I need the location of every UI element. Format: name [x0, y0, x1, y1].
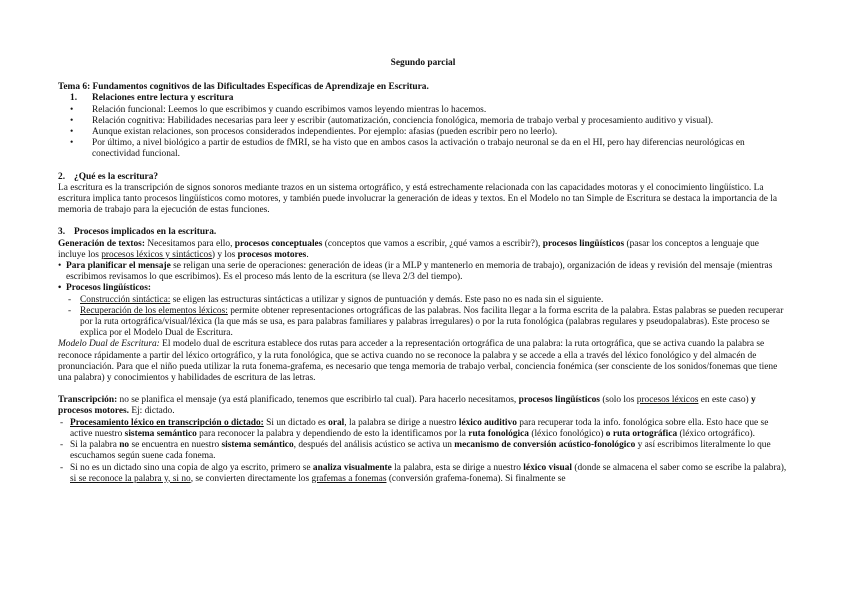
section-3-number: 3. — [58, 227, 66, 238]
lexical-dictation-item: - Procesamiento léxico en transcripción o dictado: Si un dictado es oral, la palabra se dirige a nuestro léxico auditivo para recuperar toda la info. fonológica sobre ella. Esto hace que se active nuestro sistema semántico para reconocer la palabra y dependiendo de esto la identificamos por la ruta fonológica (léxico fonológico) o ruta ortográfica (léxico ortográfico). — [58, 418, 788, 440]
section-1-heading — [58, 93, 788, 104]
list-item: • Aunque existan relaciones, son procesos considerados independientes. Por ejemplo: afasias (pueden escribir pero no leerlo). — [58, 127, 788, 138]
section-2-paragraph: La escritura es la transcripción de signos sonoros mediante trazos en un sistema ortográfico, y está estrechamente relacionada con las capacidades motoras y el conocimiento lingüístico. La escritura implica tanto procesos lingüísticos como motores, y también puede involucrar la generación de ideas y textos. En el Modelo no tan Simple de Escritura se destaca la importancia de la memoria de trabajo para la ejecución de estas funciones. — [58, 182, 778, 216]
section-1-number: 1. — [70, 93, 78, 104]
list-item: • Por último, a nivel biológico a partir de estudios de fMRI, se ha visto que en ambos casos la activación o trabajo neuronal se da en el HI, pero hay diferencias neurológicas en conectividad funcional. — [58, 138, 788, 160]
list-item: • Relación cognitiva: Habilidades necesarias para leer y escribir (automatización, conciencia fonológica, memoria de trabajo verbal y procesamiento auditivo y visual). — [58, 116, 788, 127]
section-2-heading — [58, 172, 788, 183]
document-body — [58, 58, 788, 485]
syntactic-item: - Construcción sintáctica: se eligen las estructuras sintácticas a utilizar y signos de puntuación y demás. Este paso no es nada sin el siguiente. — [58, 295, 788, 306]
section-1-list — [58, 105, 788, 161]
text-generation-paragraph: Generación de textos: Necesitamos para ello, procesos conceptuales (conceptos que vamos a escribir, ¿qué vamos a escribir?), procesos lingüísticos (pasar los conceptos a lenguaje que incluye los procesos léxicos y sintácticos) y los procesos motores. — [58, 238, 759, 260]
dual-model-paragraph: Modelo Dual de Escritura: El modelo dual de escritura establece dos rutas para acceder a la representación ortográfica de una palabra: la ruta ortográfica, que se activa cuando la palabra se reconoce rápidamente a partir del léxico ortográfico, y la ruta fonológica, que se activa cuando no se reconoce la palabra y se accede a ella a través del léxico fonológico y del almacén de pronunciación. Para que el niño pueda utilizar la ruta fonema-grafema, es necesario que tenga memoria de trabajo verbal, conciencia fonémica (ser consciente de los sonidos/fonemas que tiene una palabra) y conocimientos y habilidades de escritura de las letras. — [58, 339, 778, 384]
section-1-title: Relaciones entre lectura y escritura — [92, 93, 234, 104]
planning-item: • Para planificar el mensaje se religan una serie de operaciones: generación de ideas (ir a MLP y mantenerlo en memoria de trabajo), organización de ideas y revisión del mensaje (mientras escribimos revisamos lo que escribimos). Es el proceso más lento de la escritura (se lleva 2/3 del tiempo). — [58, 261, 788, 283]
lexical-item: - Recuperación de los elementos léxicos: permite obtener representaciones ortográficas de las palabras. Nos facilita llegar a la forma escrita de la palabra. Estas palabras se pueden recuperar por la ruta ortográfica/visual/léxica (la que más se usa, es para palabras familiares y palabras irregulares) o por la ruta fonológica (palabras regulares y pseudopalabras). Este proceso se explica por el Modelo Dual de Escritura. — [58, 306, 788, 340]
non-semantic-item: - Si la palabra no se encuentra en nuestro sistema semántico, después del análisis acústico se activa un mecanismo de conversión acústico-fonológico y así escribimos literalmente lo que escuchamos según suene cada fonema. — [58, 440, 788, 462]
list-item: • Relación funcional: Leemos lo que escribimos y cuando escribimos vamos leyendo mientras lo hacemos. — [58, 105, 788, 116]
transcription-paragraph: Transcripción: no se planifica el mensaje (ya está planificado, tenemos que escribirlo tal cual). Para hacerlo necesitamos, procesos lingüísticos (solo los procesos léxicos en este caso) y procesos motores. Ej: dictado. — [58, 395, 756, 417]
linguistic-processes-item: • Procesos lingüísticos: — [58, 283, 788, 294]
section-3-title: Procesos implicados en la escritura. — [74, 227, 217, 238]
section-2-number: 2. — [58, 171, 66, 182]
section-3-heading — [58, 227, 788, 238]
section-2-title: ¿Qué es la escritura? — [74, 171, 159, 182]
page-title: Segundo parcial — [390, 58, 456, 68]
copy-item: - Si no es un dictado sino una copia de algo ya escrito, primero se analiza visualmente la palabra, esta se dirige a nuestro léxico visual (donde se almacena el saber como se escribe la palabra), si se reconoce la palabra y, si no, se convierten directamente los grafemas a fonemas (conversión grafema-fonema). Si finalmente se — [58, 463, 788, 485]
topic-heading: Tema 6: Fundamentos cognitivos de las Dificultades Específicas de Aprendizaje en Escritura. — [58, 82, 429, 93]
